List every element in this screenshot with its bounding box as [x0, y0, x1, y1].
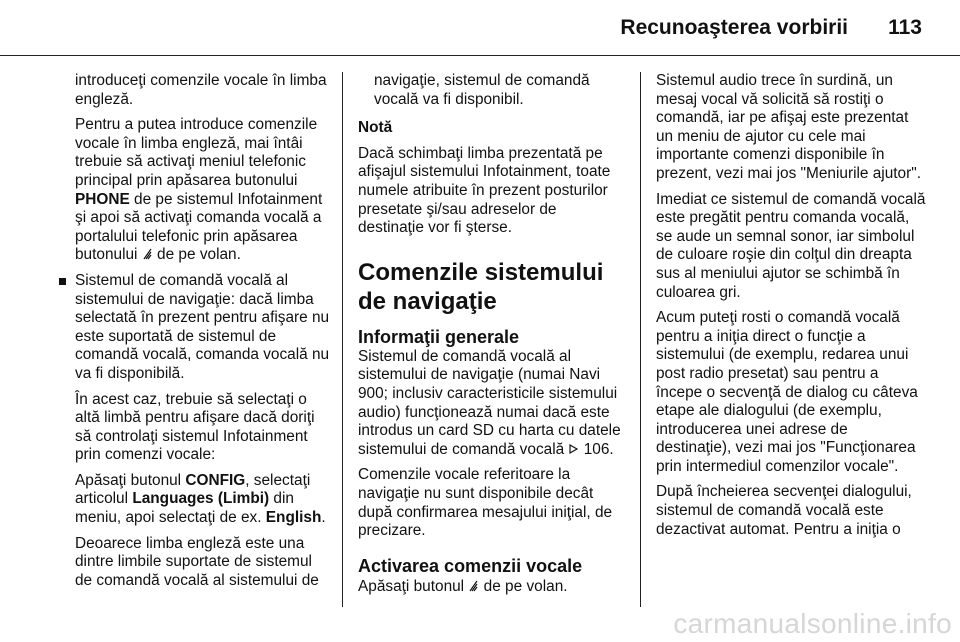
- header-rule: [0, 55, 960, 56]
- paragraph: În acest caz, trebuie să selectaţi o altă limbă pentru afişare dacă doriţi să controlaţi sistemul Infotainment prin comenzi vocale:: [75, 390, 315, 464]
- column-divider-2: [640, 72, 641, 607]
- section-heading: Comenzile sistemului de navigaţie: [358, 258, 604, 315]
- note-text: Dacă schimbaţi limba prezentată pe afişajul sistemului Infotainment, toate numele atribuite în prezent posturilor presetate şi/sau adreselor de destinaţie vor fi şterse.: [358, 144, 611, 237]
- paragraph: Apăsaţi butonul de pe volan.: [358, 577, 568, 595]
- page-reference-icon: [568, 443, 579, 455]
- page-number: 113: [888, 16, 922, 39]
- page-reference: 106: [583, 440, 610, 458]
- note-label: Notă: [358, 119, 393, 137]
- paragraph: Sistemul audio trece în surdină, un mesaj vocal vă solicită să rostiţi o comandă, iar pe afişaj este prezentat un meniu de ajutor cu cele mai importante comenzi disponibile în prezent, vezi mai jos "Meniurile ajutor".: [656, 72, 921, 182]
- languages-item-label: Languages (Limbi): [132, 490, 270, 508]
- paragraph: Deoarece limba engleză este una dintre limbile suportate de sistemul de comandă vocală al sistemului de: [75, 534, 319, 589]
- english-option-label: English: [265, 509, 322, 527]
- paragraph: navigaţie, sistemul de comandă vocală va fi disponibil.: [374, 72, 590, 108]
- paragraph: Sistemul de comandă vocală al sistemului de navigaţie (numai Navi 900; inclusiv caracteristicile sistemului audio) funcţionează numai dacă este introdus un card SD cu harta cu datele sistemului de comandă vocală 106.: [358, 347, 621, 458]
- column-1: [75, 72, 330, 597]
- subsection-heading: Informaţii generale: [358, 326, 520, 347]
- watermark: carmanualsonline.info: [673, 608, 952, 639]
- paragraph: Acum puteţi rosti o comandă vocală pentru a iniţia direct o funcţie a sistemului (de exemplu, redarea unui post radio presetat) sau pentru a începe o secvenţă de dialog cu câteva etape ale dialogului (de exemplu, introducerea unei adrese de destinaţie), vezi mai jos "Funcţionarea prin intermediul comenzilor vocale".: [656, 309, 918, 475]
- phone-button-label: PHONE: [75, 190, 130, 208]
- running-title: Recunoaşterea vorbirii: [620, 16, 848, 39]
- paragraph: Imediat ce sistemul de comandă vocală este pregătit pentru comanda vocală, se aude un semnal sonor, iar simbolul de culoare roşie din colţul din dreapta sus al meniului ajutor se schimbă în culoarea gri.: [656, 190, 926, 301]
- paragraph: Pentru a putea introduce comenzile vocale în limba engleză, mai întâi trebuie să activaţi meniul telefonic principal prin apăsarea butonului PHONE de pe sistemul Infotainment şi apoi să activaţi comanda vocală a portalului telefonic prin apăsarea butonului de pe volan.: [75, 116, 323, 264]
- bullet-marker: [59, 278, 66, 285]
- paragraph: Apăsaţi butonul CONFIG, selectaţi articolul Languages (Limbi) din meniu, apoi selectaţi de ex. English.: [75, 471, 326, 527]
- column-divider-1: [342, 72, 343, 607]
- column-3: [656, 72, 926, 546]
- column-2: [358, 72, 626, 603]
- list-item: Sistemul de comandă vocală al sistemului de navigaţie: dacă limba selectată în prezent pentru afişare nu este suportată de sistemul de comandă vocală, comanda vocală nu va fi disponibilă.: [75, 272, 330, 384]
- paragraph: introduceţi comenzile vocale în limba engleză.: [75, 72, 327, 108]
- config-button-label: CONFIG: [185, 471, 246, 489]
- subsection-heading: Activarea comenzii vocale: [358, 555, 583, 576]
- paragraph: Comenzile vocale referitoare la navigaţie nu sunt disponibile decât după confirmarea mesajului iniţial, de precizare.: [358, 466, 613, 540]
- paragraph: După încheierea secvenţei dialogului, sistemul de comandă vocală este dezactivat automat. Pentru a iniţia o: [656, 483, 912, 538]
- voice-command-icon: [468, 580, 479, 592]
- voice-command-icon: [142, 248, 153, 260]
